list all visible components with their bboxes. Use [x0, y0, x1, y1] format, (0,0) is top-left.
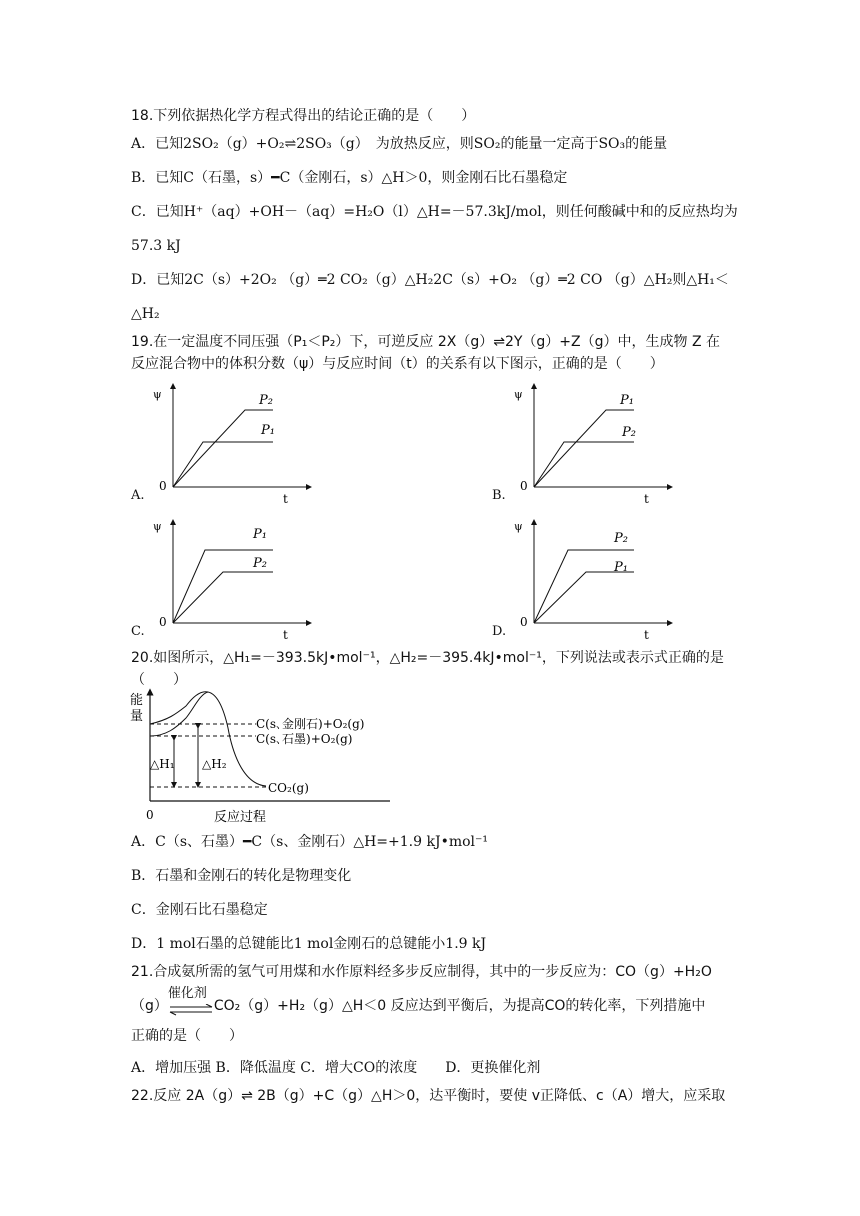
lower-curve	[534, 442, 634, 487]
graph-a-lower-label: P₁	[261, 423, 275, 438]
q20-energy-diagram	[128, 688, 408, 824]
graph-c-origin: 0	[159, 615, 167, 629]
q18-option-d-line2: △H₂	[131, 306, 160, 322]
graphite-curve	[150, 692, 208, 736]
graph-d-ylabel: ψ	[514, 520, 523, 533]
graph-b-xlabel: t	[644, 492, 649, 505]
graphite-label: C(s､石墨)+O₂(g)	[256, 732, 353, 746]
q21-stem-rest: CO₂（g）+H₂（g）△H＜0 反应达到平衡后，为提高CO的转化率，下列措施中	[213, 998, 706, 1014]
q19-graph-b	[492, 380, 682, 505]
q20-option-d: D．1 mol石墨的总键能比1 mol金刚石的总键能小1.9 kJ	[131, 936, 487, 952]
q19-stem-line1: 19.在一定温度不同压强（P₁＜P₂）下，可逆反应 2X（g）⇌2Y（g）+Z（g）中，生成物 Z 在	[131, 334, 720, 350]
energy-diagram-svg	[128, 688, 408, 824]
lower-curve	[173, 442, 273, 487]
q21-g-paren: （g）	[131, 998, 168, 1014]
upper-curve	[173, 410, 273, 487]
graph-a-svg	[131, 380, 321, 505]
graph-d-svg	[492, 516, 682, 641]
graph-c-letter: C.	[131, 624, 145, 639]
q20-stem-line2: （ ）	[131, 672, 187, 688]
q18-stem: 18.下列依据热化学方程式得出的结论正确的是（ ）	[131, 108, 476, 124]
q20-stem-line1: 20.如图所示，△H₁=－393.5kJ•mol⁻¹，△H₂=－395.4kJ•mol⁻¹，下列说法或表示式正确的是	[131, 650, 724, 666]
q20-option-a: A．C（s、石墨）━C（s、金刚石）△H=+1.9 kJ•mol⁻¹	[131, 834, 489, 850]
diamond-curve	[150, 692, 266, 786]
q19-graph-c	[131, 516, 321, 641]
graph-c-ylabel: ψ	[153, 520, 162, 533]
graph-c-svg	[131, 516, 321, 641]
q20-option-c: C．金刚石比石墨稳定	[131, 902, 268, 918]
graph-a-xlabel: t	[283, 492, 288, 505]
q21-stem-line1: 21.合成氨所需的氢气可用煤和水作原料经多步反应制得，其中的一步反应为：CO（g）+H₂O	[131, 964, 712, 980]
q18-option-c-line1: C．已知H⁺（aq）+OH－（aq）=H₂O（l）△H=－57.3kJ/mol，则任何酸碱中和的反应热均为	[131, 204, 738, 220]
product-label: CO₂(g)	[268, 781, 309, 795]
graph-b-ylabel: ψ	[514, 388, 523, 401]
q22-stem: 22.反应 2A（g）⇌ 2B（g）+C（g）△H＞0，达平衡时，要使 v正降低、c（A）增大，应采取	[131, 1088, 726, 1104]
graph-c-xlabel: t	[283, 628, 288, 641]
graph-d-upper-label: P₂	[614, 531, 628, 546]
graph-d-letter: D.	[492, 624, 507, 639]
graph-d-xlabel: t	[644, 628, 649, 641]
catalyst-label: 催化剂	[167, 986, 207, 1001]
q18-option-a: A．已知2SO₂（g）+O₂⇌2SO₃（g） 为放热反应，则SO₂的能量一定高于SO₃的能量	[131, 136, 668, 152]
process-label: 反应过程	[214, 810, 267, 824]
q18-option-d-line1: D．已知2C（s）+2O₂ （g）═2 CO₂（g）△H₂2C（s）+O₂ （g）═2 CO （g）△H₂则△H₁＜	[131, 272, 729, 288]
q19-stem-line2: 反应混合物中的体积分数（ψ）与反应时间（t）的关系有以下图示，正确的是（ ）	[131, 356, 664, 372]
q18-option-b: B．已知C（石墨，s）━C（金刚石，s）△H＞0，则金刚石比石墨稳定	[131, 170, 568, 186]
graph-b-upper-label: P₁	[620, 393, 634, 408]
graph-b-origin: 0	[520, 479, 528, 493]
energy-label-1: 能	[130, 693, 144, 708]
double-arrow-icon	[168, 1004, 214, 1016]
q19-graph-a	[131, 380, 321, 505]
graph-a-origin: 0	[159, 479, 167, 493]
graph-a-ylabel: ψ	[153, 388, 162, 401]
q21-equilibrium-arrow	[167, 986, 214, 1016]
graph-b-letter: B.	[492, 488, 506, 503]
q18-option-c-line2: 57.3 kJ	[131, 238, 181, 254]
diagram-origin: 0	[146, 808, 154, 822]
dh1-label: △H₁	[150, 757, 175, 771]
q21-options: A．增加压强 B．降低温度 C．增大CO的浓度 D．更换催化剂	[131, 1060, 541, 1076]
q21-stem-line2	[131, 986, 706, 1016]
graph-a-upper-label: P₂	[259, 393, 273, 408]
graph-c-upper-label: P₁	[253, 527, 267, 542]
graph-d-lower-label: P₁	[614, 560, 628, 575]
q20-option-b: B．石墨和金刚石的转化是物理变化	[131, 868, 352, 884]
diamond-label: C(s､金刚石)+O₂(g)	[256, 717, 365, 731]
upper-curve	[534, 410, 634, 487]
lower-curve	[173, 572, 273, 623]
energy-label-2: 量	[130, 709, 144, 724]
q21-stem-line3: 正确的是（ ）	[131, 1028, 243, 1044]
dh2-label: △H₂	[202, 757, 227, 771]
lower-curve	[534, 572, 634, 623]
graph-c-lower-label: P₂	[253, 556, 267, 571]
q19-graph-d	[492, 516, 682, 641]
graph-a-letter: A.	[131, 488, 145, 503]
graph-b-svg	[492, 380, 682, 505]
graph-b-lower-label: P₂	[622, 425, 636, 440]
graph-d-origin: 0	[520, 615, 528, 629]
